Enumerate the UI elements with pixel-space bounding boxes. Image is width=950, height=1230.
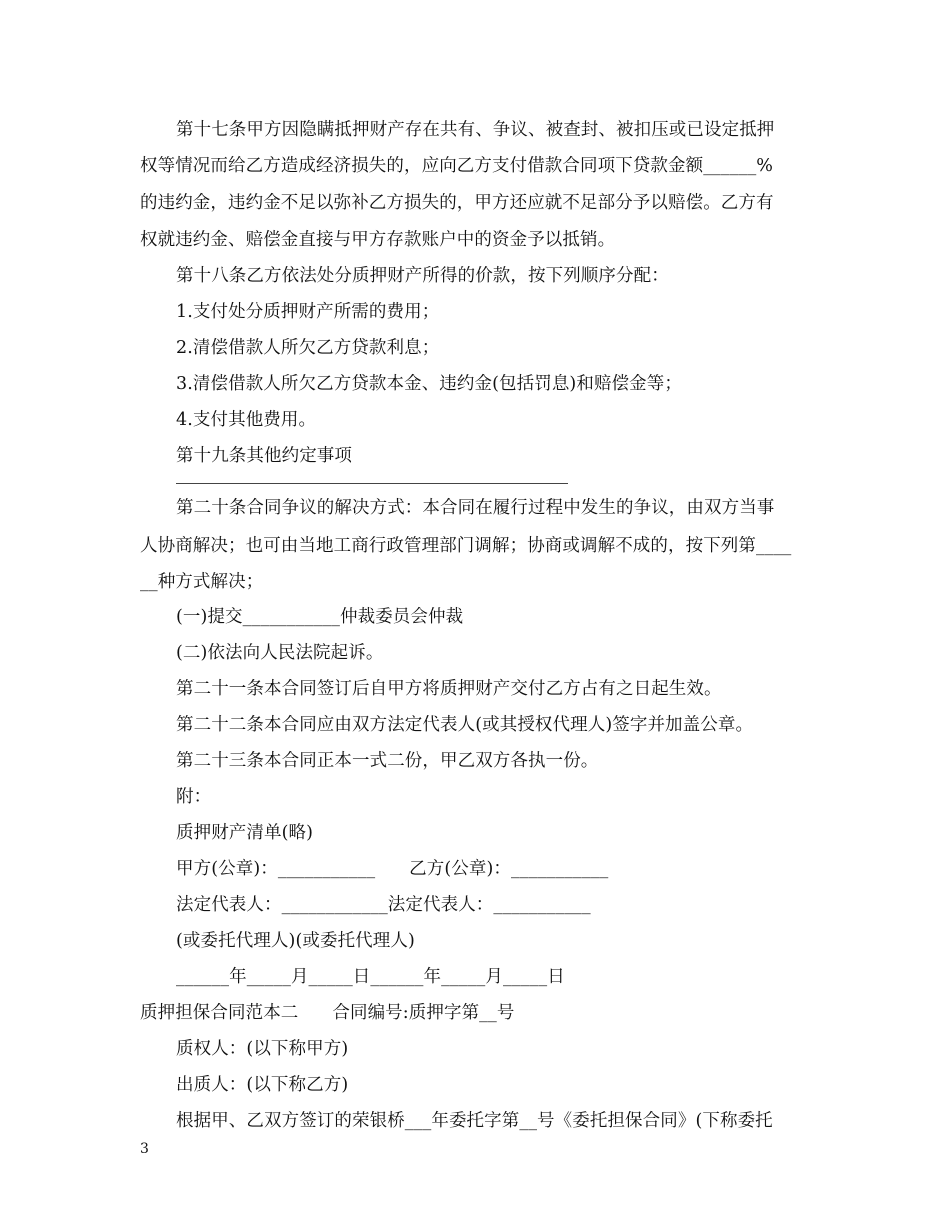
paragraph-line: 人协商解决；也可由当地工商行政管理部门调解；协商或调解不成的，按下列第____ [140,536,792,556]
date-line: ______年_____月_____日______年_____月_____日 [176,967,565,987]
signature-line: 甲方(公章)：___________ 乙方(公章)：___________ [176,859,609,879]
blank-fill-line [176,483,568,484]
paragraph-line: 质押财产清单(略) [176,823,314,843]
list-item: (二)依法向人民法院起诉。 [176,643,384,663]
list-item: 3.清偿借款人所欠乙方贷款本金、违约金(包括罚息)和赔偿金等； [176,374,682,394]
paragraph-line: 权等情况而给乙方造成经济损失的，应向乙方支付借款合同项下贷款金额______% [140,156,774,176]
paragraph-line: 的违约金，违约金不足以弥补乙方损失的，甲方还应就不足部分予以赔偿。乙方有 [140,193,774,213]
paragraph-line: 出质人：(以下称乙方) [176,1075,349,1095]
paragraph-line: 根据甲、乙双方签订的荣银桥___年委托字第__号《委托担保合同》(下称委托 [176,1111,773,1131]
paragraph-line: 第十八条乙方依法处分质押财产所得的价款，按下列顺序分配： [176,266,669,286]
paragraph-line: 第二十二条本合同应由双方法定代表人(或其授权代理人)签字并加盖公章。 [176,715,754,735]
paragraph-line: 质权人：(以下称甲方) [176,1039,349,1059]
paragraph-line: 第二十一条本合同签订后自甲方将质押财产交付乙方占有之日起生效。 [176,679,722,699]
paragraph-line: 第二十三条本合同正本一式二份，甲乙双方各执一份。 [176,751,599,771]
signature-line: (或委托代理人)(或委托代理人) [176,931,415,951]
paragraph-line: 第十九条其他约定事项 [176,446,352,466]
paragraph-line: 第十七条甲方因隐瞒抵押财产存在共有、争议、被查封、被扣压或已设定抵押 [176,120,775,140]
paragraph-line: 权就违约金、赔偿金直接与甲方存款账户中的资金予以抵销。 [140,230,616,250]
list-item: (一)提交___________仲裁委员会仲裁 [176,607,464,627]
list-item: 2.清偿借款人所欠乙方贷款利息； [176,338,440,358]
paragraph-line: 第二十条合同争议的解决方式：本合同在履行过程中发生的争议，由双方当事 [176,498,775,518]
paragraph-line: 附： [176,787,212,807]
signature-line: 法定代表人：____________法定代表人：___________ [176,895,591,915]
page-number: 3 [140,1141,149,1157]
list-item: 1.支付处分质押财产所需的费用； [176,302,440,322]
paragraph-line: __种方式解决； [140,572,264,592]
section-heading: 质押担保合同范本二 合同编号:质押字第__号 [140,1003,515,1023]
list-item: 4.支付其他费用。 [176,410,317,430]
